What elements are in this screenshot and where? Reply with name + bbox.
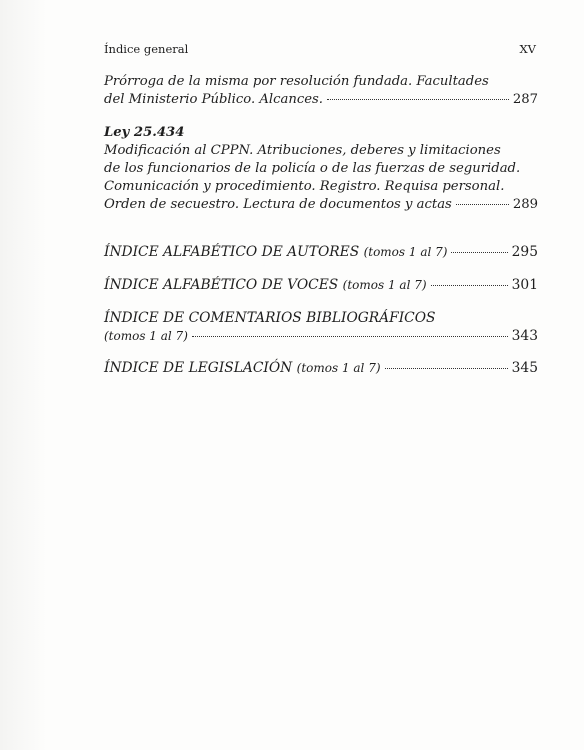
toc-entry bbox=[104, 124, 538, 214]
entry-line: Modificación al CPPN. Atribuciones, deberes y limitaciones bbox=[104, 143, 501, 158]
index-sub: (tomos 1 al 7) bbox=[363, 245, 448, 259]
index-sub: (tomos 1 al 7) bbox=[296, 361, 381, 375]
dot-leader bbox=[451, 252, 507, 253]
index-title: ÍNDICE ALFABÉTICO DE VOCES bbox=[104, 277, 339, 293]
header-title: Índice general bbox=[104, 42, 189, 56]
entry-line: Comunicación y procedimiento. Registro. Requisa personal. bbox=[104, 179, 505, 194]
running-header bbox=[104, 42, 536, 60]
index-sub: (tomos 1 al 7) bbox=[342, 278, 427, 292]
index-page: 345 bbox=[511, 360, 538, 376]
dot-leader bbox=[192, 336, 508, 337]
entry-title: Ley 25.434 bbox=[104, 125, 185, 140]
index-title: ÍNDICE ALFABÉTICO DE AUTORES bbox=[104, 244, 360, 260]
index-title: ÍNDICE DE LEGISLACIÓN bbox=[104, 360, 293, 376]
entry-line: del Ministerio Público. Alcances. bbox=[104, 92, 323, 107]
index-entry bbox=[104, 243, 538, 261]
dot-leader bbox=[385, 368, 508, 369]
entry-line: Prórroga de la misma por resolución fundada. Facultades bbox=[104, 74, 489, 89]
index-page: 295 bbox=[511, 244, 538, 260]
index-entry bbox=[104, 276, 538, 294]
page-number: XV bbox=[519, 42, 536, 56]
toc-entry bbox=[104, 73, 538, 109]
index-page: 343 bbox=[511, 328, 538, 344]
entry-line: de los funcionarios de la policía o de las fuerzas de seguridad. bbox=[104, 161, 521, 176]
entry-page: 287 bbox=[512, 92, 538, 107]
dot-leader bbox=[327, 99, 509, 100]
index-title: ÍNDICE DE COMENTARIOS BIBLIOGRÁFICOS bbox=[104, 310, 436, 326]
entry-line: Orden de secuestro. Lectura de documentos y actas bbox=[104, 197, 452, 212]
dot-leader bbox=[431, 285, 508, 286]
index-entry bbox=[104, 309, 538, 345]
index-page: 301 bbox=[511, 277, 538, 293]
dot-leader bbox=[456, 204, 509, 205]
entry-page: 289 bbox=[512, 197, 538, 212]
index-entry bbox=[104, 359, 538, 377]
index-sub: (tomos 1 al 7) bbox=[104, 329, 188, 343]
